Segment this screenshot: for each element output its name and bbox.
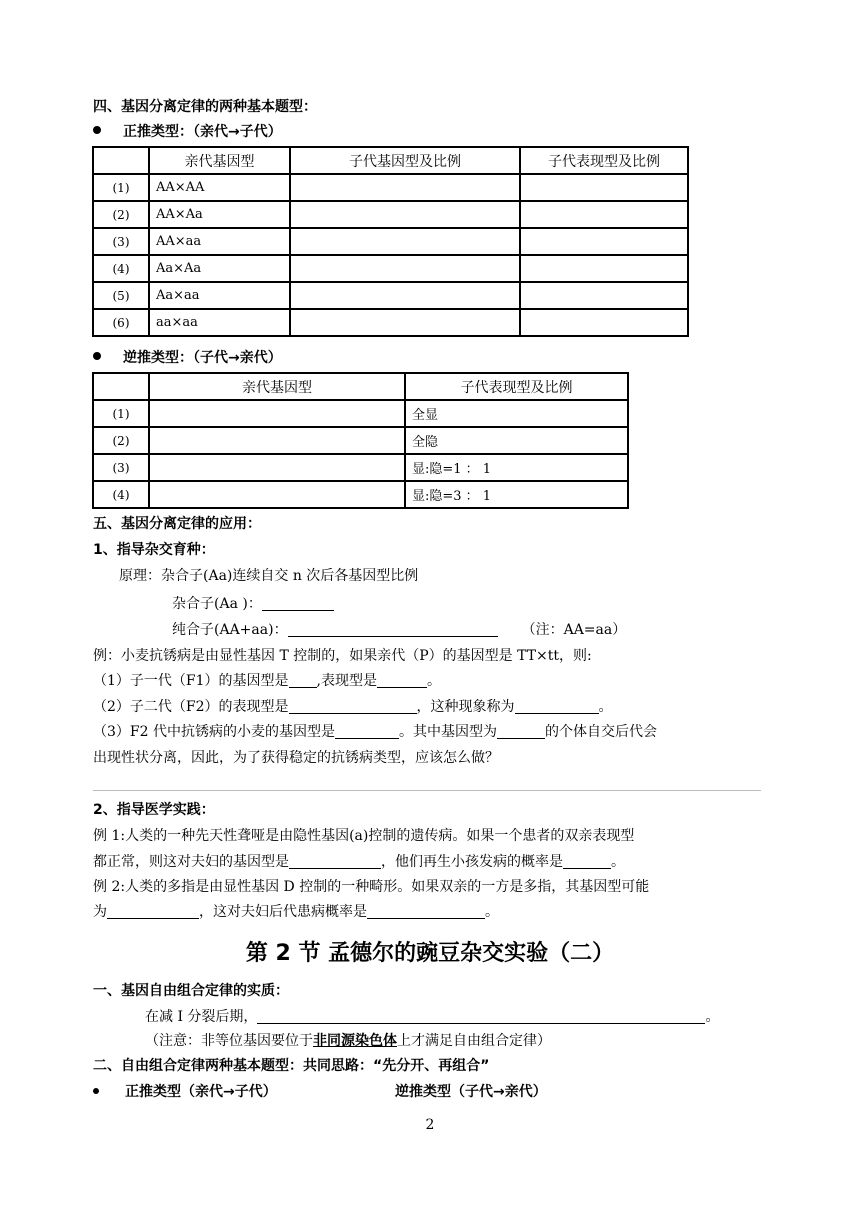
offspring-phenotype: 显:隐=3 ： 1 <box>405 481 628 508</box>
blank-field[interactable] <box>262 595 334 611</box>
row-number: (4) <box>93 481 149 508</box>
blank-cell[interactable] <box>149 481 405 508</box>
two-types-heading: 二、自由组合定律两种基本题型：共同思路：“先分开、再组合” <box>93 1058 490 1074</box>
header-cell: 子代表现型及比例 <box>405 373 628 400</box>
example-text: 例：小麦抗锈病是由显性基因 T 控制的，如果亲代（P）的基因型是 TT×tt，则: <box>93 648 592 664</box>
example-1: 例 1:人类的一种先天性聋哑是由隐性基因(a)控制的遗传病。如果一个患者的双亲表现型 <box>93 828 635 844</box>
question-3-cont: 出现性状分离，因此，为了获得稳定的抗锈病类型，应该怎么做？ <box>93 750 499 766</box>
blank-cell[interactable] <box>520 255 688 282</box>
offspring-phenotype: 显:隐=1 ： 1 <box>405 454 628 481</box>
row-number: (2) <box>93 201 149 228</box>
table-row <box>93 201 688 228</box>
example-2-cont: 为 ，这对夫妇后代患病概率是 。 <box>93 904 499 920</box>
row-number: (3) <box>93 454 149 481</box>
reverse-type-label: 逆推类型（子代→亲代） <box>395 1084 547 1100</box>
table-row <box>93 481 628 508</box>
section4-heading: 四、基因分离定律的两种基本题型： <box>93 99 317 115</box>
blank-field[interactable] <box>335 723 399 739</box>
note-line: （注意：非等位基因要位于非同源染色体上才满足自由组合定律） <box>145 1033 551 1049</box>
key-term: 非同源染色体 <box>313 1033 397 1049</box>
homozygote-label: 纯合子(AA+aa)： <box>172 622 288 638</box>
question-1: （1）子一代（F1）的基因型是 ,表现型是 。 <box>93 673 441 689</box>
offspring-phenotype: 全显 <box>405 400 628 427</box>
header-cell: 亲代基因型 <box>149 373 405 400</box>
forward-type-label: 正推类型（亲代→子代） <box>125 1084 277 1100</box>
table-row <box>93 174 688 201</box>
table-row <box>93 282 688 309</box>
blank-cell[interactable] <box>290 228 520 255</box>
row-number: (3) <box>93 228 149 255</box>
table-row <box>93 400 628 427</box>
header-cell: 亲代基因型 <box>149 147 290 174</box>
blank-field[interactable] <box>289 672 317 688</box>
header-cell <box>93 147 149 174</box>
section-title: 第 2 节 孟德尔的豌豆杂交实验（二） <box>245 941 615 966</box>
header-cell: 子代表现型及比例 <box>520 147 688 174</box>
sub-heading-medicine: 2、指导医学实践： <box>93 802 215 818</box>
blank-field[interactable] <box>257 1008 705 1024</box>
blank-cell[interactable] <box>149 454 405 481</box>
homozygote-line <box>172 620 626 640</box>
blank-field[interactable] <box>377 672 427 688</box>
question-3: （3）F2 代中抗锈病的小麦的基因型是 。其中基因型为 的个体自交后代会 <box>93 724 657 740</box>
reverse-type-title: 逆推类型：（子代→亲代） <box>93 348 282 368</box>
blank-field[interactable] <box>288 621 498 637</box>
blank-cell[interactable] <box>149 427 405 454</box>
table-row <box>93 228 688 255</box>
row-number: (5) <box>93 282 149 309</box>
row-number: (4) <box>93 255 149 282</box>
bullet-icon <box>93 352 101 360</box>
question-2: （2）子二代（F2）的表现型是 ，这种现象称为 。 <box>93 699 613 715</box>
table-row <box>93 309 688 336</box>
table-row <box>93 427 628 454</box>
blank-cell[interactable] <box>520 228 688 255</box>
row-number: (2) <box>93 427 149 454</box>
blank-cell[interactable] <box>520 201 688 228</box>
forward-type-title: 正推类型：（亲代→子代） <box>93 122 282 142</box>
note-text: （注：AA=aa） <box>521 622 627 638</box>
section5-heading: 五、基因分离定律的应用： <box>93 516 261 532</box>
row-number: (6) <box>93 309 149 336</box>
parent-genotype: AA×aa <box>149 228 290 255</box>
blank-field[interactable] <box>107 903 199 919</box>
blank-cell[interactable] <box>290 309 520 336</box>
bullet-icon <box>93 1088 99 1094</box>
blank-field[interactable] <box>563 853 611 869</box>
parent-genotype: AA×Aa <box>149 201 290 228</box>
table-row <box>93 454 628 481</box>
parent-genotype: Aa×aa <box>149 282 290 309</box>
blank-cell[interactable] <box>520 309 688 336</box>
header-cell: 子代基因型及比例 <box>290 147 520 174</box>
parent-genotype: aa×aa <box>149 309 290 336</box>
blank-cell[interactable] <box>290 201 520 228</box>
example-1-cont: 都正常，则这对夫妇的基因型是 ，他们再生小孩发病的概率是 。 <box>93 854 625 870</box>
page-number: 2 <box>425 1117 435 1133</box>
heterozygote-label: 杂合子(Aa )： <box>172 596 262 612</box>
blank-field[interactable] <box>289 698 417 714</box>
parent-genotype: AA×AA <box>149 174 290 201</box>
blank-field[interactable] <box>497 723 545 739</box>
free-combination-heading: 一、基因自由组合定律的实质： <box>93 983 289 999</box>
answer-line[interactable] <box>93 790 761 791</box>
row-number: (1) <box>93 174 149 201</box>
blank-cell[interactable] <box>290 282 520 309</box>
forward-table <box>92 146 689 337</box>
parent-genotype: Aa×Aa <box>149 255 290 282</box>
row-number: (1) <box>93 400 149 427</box>
essence-line: 在减 I 分裂后期， 。 <box>145 1009 720 1025</box>
blank-cell[interactable] <box>520 174 688 201</box>
blank-field[interactable] <box>289 853 381 869</box>
example-2: 例 2:人类的多指是由显性基因 D 控制的一种畸形。如果双亲的一方是多指，其基因型可能 <box>93 879 650 895</box>
principle-text: 原理：杂合子(Aa)连续自交 n 次后各基因型比例 <box>119 568 419 584</box>
offspring-phenotype: 全隐 <box>405 427 628 454</box>
blank-cell[interactable] <box>149 400 405 427</box>
bullet-icon <box>93 126 101 134</box>
blank-cell[interactable] <box>290 255 520 282</box>
blank-field[interactable] <box>515 698 599 714</box>
blank-field[interactable] <box>367 903 485 919</box>
reverse-table <box>92 372 629 509</box>
table-row <box>93 255 688 282</box>
blank-cell[interactable] <box>520 282 688 309</box>
sub-heading-breeding: 1、指导杂交育种： <box>93 542 215 558</box>
blank-cell[interactable] <box>290 174 520 201</box>
heterozygote-line <box>172 594 334 614</box>
types-line <box>93 1082 547 1102</box>
header-cell <box>93 373 149 400</box>
